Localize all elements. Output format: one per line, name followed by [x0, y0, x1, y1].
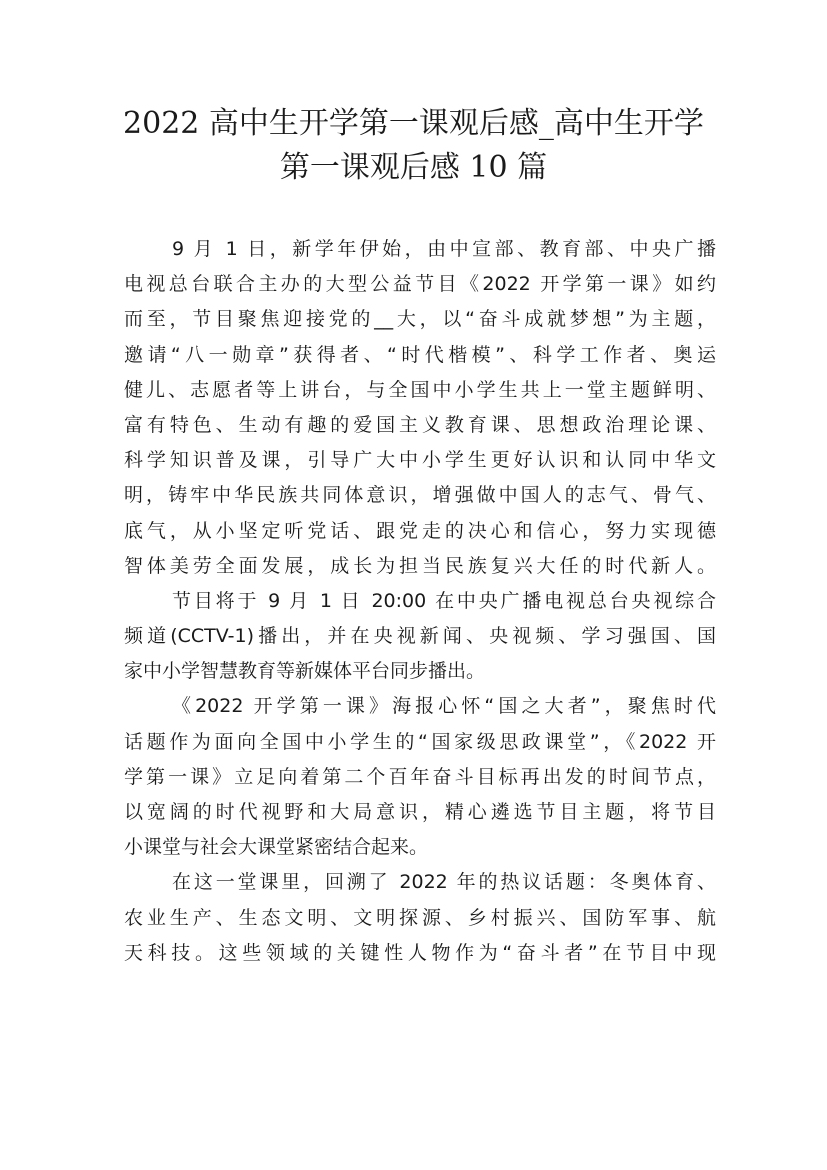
- text-line: 科学知识普及课，引导广大中小学生更好认识和认同中华文: [124, 449, 716, 472]
- text-line: 小课堂与社会大课堂紧密结合起来。: [124, 836, 429, 859]
- text-line: 而至，节目聚焦迎接党的__大，以“奋斗成就梦想”为主题，: [124, 308, 716, 331]
- text-line: 底气，从小坚定听党话、跟党走的决心和信心，努力实现德: [124, 519, 716, 542]
- text-line: 邀请“八一勋章”获得者、“时代楷模”、科学工作者、奥运: [124, 343, 716, 366]
- text-line: 富有特色、生动有趣的爱国主义教育课、思想政治理论课、: [124, 413, 716, 436]
- text-line: 健儿、志愿者等上讲台，与全国中小学生共上一堂主题鲜明、: [124, 378, 716, 401]
- document-body: [124, 232, 716, 971]
- text-line: 农业生产、生态文明、文明探源、乡村振兴、国防军事、航: [124, 906, 716, 929]
- text-line: 家中小学智慧教育等新媒体平台同步播出。: [124, 660, 486, 683]
- paragraph: [124, 232, 716, 584]
- text-line: 学第一课》立足向着第二个百年奋斗目标再出发的时间节点，: [124, 765, 716, 788]
- paragraph: [124, 584, 716, 690]
- text-line: 节目将于 9 月 1 日 20:00 在中央广播电视总台央视综合: [172, 589, 716, 612]
- paragraph: [124, 689, 716, 865]
- text-line: 电视总台联合主办的大型公益节目《2022 开学第一课》如约: [124, 273, 716, 296]
- text-line: 《2022 开学第一课》海报心怀“国之大者”，聚焦时代: [172, 695, 716, 718]
- text-line: 频道(CCTV-1)播出，并在央视新闻、央视频、学习强国、国: [124, 625, 716, 648]
- text-line: 明，铸牢中华民族共同体意识，增强做中国人的志气、骨气、: [124, 484, 716, 507]
- text-line: 在这一堂课里，回溯了 2022 年的热议话题：冬奥体育、: [172, 871, 716, 894]
- paragraph: [124, 865, 716, 971]
- document-title-line-1: 2022 高中生开学第一课观后感_高中生开学: [123, 106, 704, 141]
- text-line: 以宽阔的时代视野和大局意识，精心遴选节目主题，将节目: [124, 801, 716, 823]
- text-line: 话题作为面向全国中小学生的“国家级思政课堂”，《2022 开: [124, 730, 716, 753]
- text-line: 9 月 1 日，新学年伊始，由中宣部、教育部、中央广播: [172, 238, 716, 260]
- text-line: 天科技。这些领域的关键性人物作为“奋斗者”在节目中现: [124, 941, 716, 964]
- document-title-line-2: 第一课观后感 10 篇: [279, 150, 548, 185]
- text-line: 智体美劳全面发展，成长为担当民族复兴大任的时代新人。: [124, 554, 716, 577]
